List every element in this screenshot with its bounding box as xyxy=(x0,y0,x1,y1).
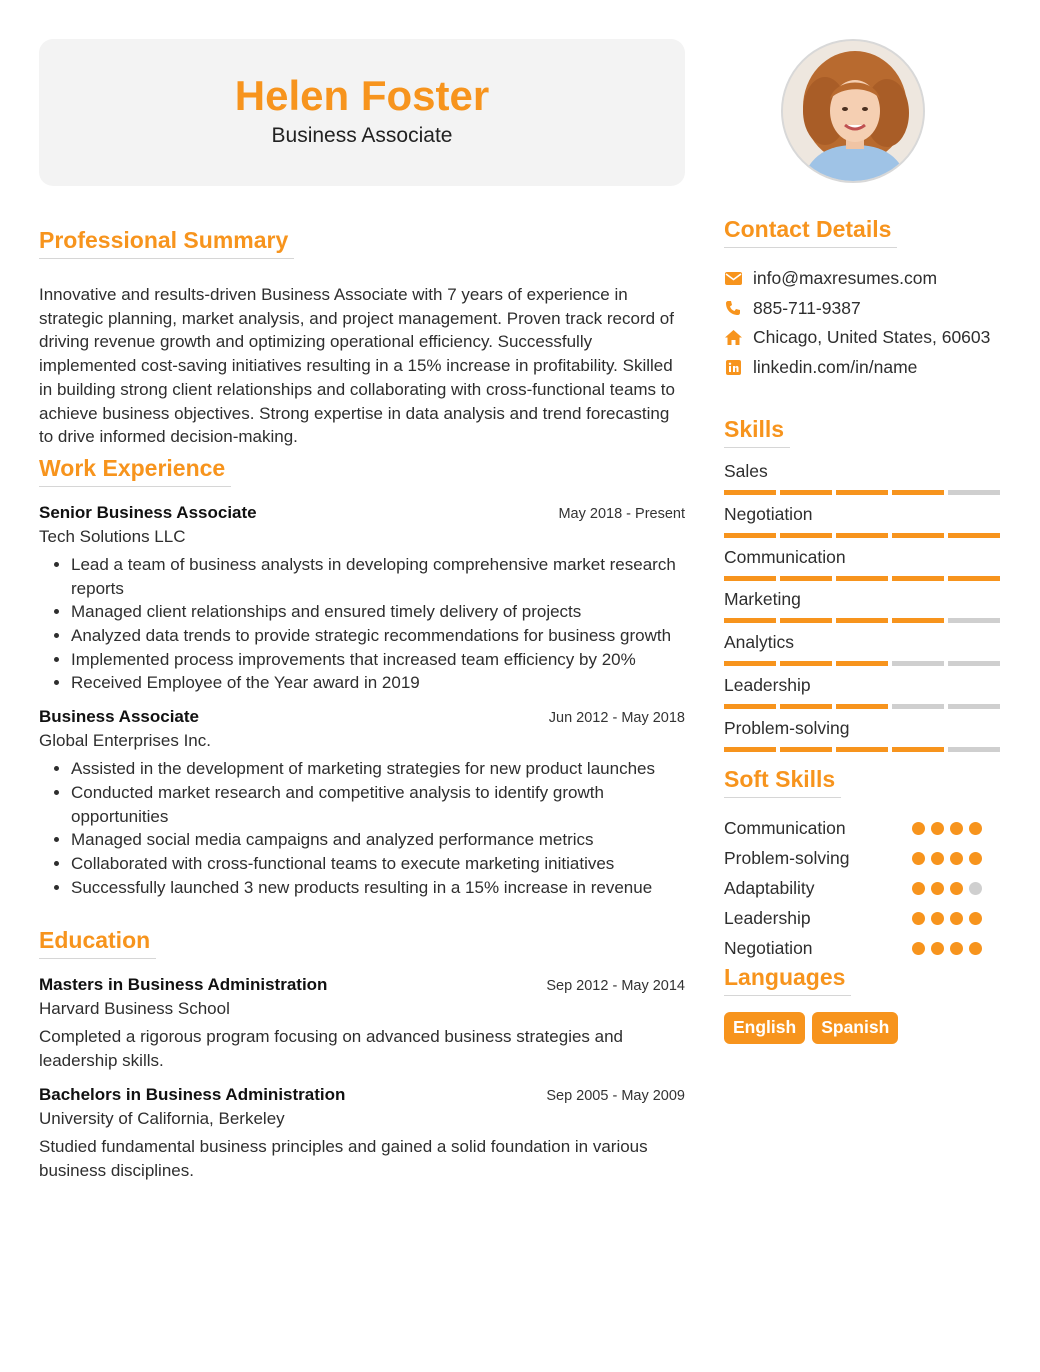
skill-level-bar xyxy=(724,618,1000,623)
skill-level-segment xyxy=(780,533,832,538)
list-item: • Assisted in the development of marketing strategies for new product launches xyxy=(71,757,685,781)
contact-location xyxy=(724,323,1004,353)
skill-level-bar xyxy=(724,704,1000,709)
skill-level-segment xyxy=(892,747,944,752)
skill-level-segment xyxy=(948,661,1000,666)
skill-label: Sales xyxy=(724,461,768,481)
job-entry xyxy=(39,503,685,695)
skill-level-segment xyxy=(892,490,944,495)
school-name: University of California, Berkeley xyxy=(39,1109,285,1129)
skill-level-segment xyxy=(836,704,888,709)
rating-dot xyxy=(912,912,925,925)
job-role: Senior Business Associate xyxy=(39,502,257,522)
job-role: Business Associate xyxy=(39,707,199,727)
soft-skills-list xyxy=(724,813,1004,963)
list-item: • Lead a team of business analysts in developing comprehensive market research reports xyxy=(71,553,685,600)
education-entry xyxy=(39,1085,685,1183)
skill-level-segment xyxy=(948,704,1000,709)
skill-level-segment xyxy=(948,618,1000,623)
contact-list xyxy=(724,264,1004,382)
list-item: • Successfully launched 3 new products resulting in a 15% increase in revenue xyxy=(71,876,685,900)
soft-skill-item xyxy=(724,873,1004,903)
envelope-icon xyxy=(724,270,742,288)
job-date: May 2018 - Present xyxy=(558,505,685,522)
rating-dot xyxy=(950,852,963,865)
skill-level-segment xyxy=(724,747,776,752)
rating-dot xyxy=(912,852,925,865)
skill-level-segment xyxy=(892,661,944,666)
skill-level-segment xyxy=(724,704,776,709)
language-chip: Spanish xyxy=(812,1012,898,1044)
rating-dot xyxy=(950,942,963,955)
job-company: Tech Solutions LLC xyxy=(39,526,186,546)
list-item: • Implemented process improvements that increased team efficiency by 20% xyxy=(71,648,685,672)
avatar xyxy=(781,39,925,183)
education-description: Studied fundamental business principles and gained a solid foundation in various business disciplines. xyxy=(39,1137,648,1181)
contact-email[interactable] xyxy=(724,264,1004,294)
skill-label: Analytics xyxy=(724,632,795,653)
skill-level-segment xyxy=(892,533,944,538)
home-icon xyxy=(724,329,742,347)
soft-skills-section xyxy=(724,766,1004,963)
education-date: Sep 2005 - May 2009 xyxy=(546,1088,685,1105)
rating-dot xyxy=(969,822,982,835)
rating-dot xyxy=(931,942,944,955)
skill-level-segment xyxy=(780,704,832,709)
skill-level-segment xyxy=(892,704,944,709)
contact-section xyxy=(724,216,1004,382)
skill-item xyxy=(724,631,1004,674)
rating-dot xyxy=(912,882,925,895)
degree-name: Masters in Business Administration xyxy=(39,975,328,995)
skills-section xyxy=(724,416,1004,760)
languages-list xyxy=(724,1012,1004,1044)
soft-skill-rating xyxy=(912,852,982,865)
rating-dot xyxy=(912,942,925,955)
summary-heading: Professional Summary xyxy=(39,227,294,259)
skill-level-segment xyxy=(836,618,888,623)
skill-level-segment xyxy=(836,533,888,538)
phone-icon xyxy=(724,299,742,317)
soft-skill-item xyxy=(724,843,1004,873)
skill-item xyxy=(724,503,1004,546)
job-bullets xyxy=(39,757,685,899)
degree-name: Bachelors in Business Administration xyxy=(39,1085,346,1105)
skill-level-bar xyxy=(724,576,1000,581)
rating-dot xyxy=(950,822,963,835)
profile-photo-icon xyxy=(783,41,925,183)
contact-linkedin[interactable] xyxy=(724,353,1004,383)
email-text: info@maxresumes.com xyxy=(753,268,938,289)
header-card xyxy=(39,39,685,186)
languages-section xyxy=(724,964,1004,1044)
skill-label: Marketing xyxy=(724,589,801,610)
soft-skills-heading: Soft Skills xyxy=(724,766,841,798)
summary-section xyxy=(39,227,685,449)
languages-heading: Languages xyxy=(724,964,851,996)
soft-skill-item xyxy=(724,933,1004,963)
education-section xyxy=(39,927,685,1183)
skill-level-bar xyxy=(724,747,1000,752)
skill-level-bar xyxy=(724,490,1000,495)
rating-dot xyxy=(950,912,963,925)
skill-level-segment xyxy=(836,576,888,581)
job-company: Global Enterprises Inc. xyxy=(39,731,211,751)
rating-dot xyxy=(912,822,925,835)
linkedin-text: linkedin.com/in/name xyxy=(753,357,918,378)
list-item: • Conducted market research and competitive analysis to identify growth opportunities xyxy=(71,781,685,828)
skill-level-segment xyxy=(724,490,776,495)
skill-level-segment xyxy=(724,618,776,623)
skill-level-segment xyxy=(780,747,832,752)
location-text: Chicago, United States, 60603 xyxy=(753,327,991,348)
skill-level-bar xyxy=(724,533,1000,538)
skill-item xyxy=(724,546,1004,589)
list-item: • Analyzed data trends to provide strategic recommendations for business growth xyxy=(71,624,685,648)
contact-phone[interactable] xyxy=(724,294,1004,324)
linkedin-icon xyxy=(724,359,742,377)
rating-dot xyxy=(931,822,944,835)
rating-dot xyxy=(950,882,963,895)
skills-heading: Skills xyxy=(724,416,790,448)
skill-level-segment xyxy=(780,618,832,623)
soft-skill-rating xyxy=(912,882,982,895)
phone-text: 885-711-9387 xyxy=(753,297,861,318)
soft-skill-item xyxy=(724,903,1004,933)
skill-label: Problem-solving xyxy=(724,717,850,738)
skill-label: Leadership xyxy=(724,674,811,695)
education-date: Sep 2012 - May 2014 xyxy=(546,978,685,995)
rating-dot xyxy=(969,942,982,955)
soft-skill-label: Problem-solving xyxy=(724,847,850,868)
candidate-title: Business Associate xyxy=(271,124,453,147)
rating-dot xyxy=(969,912,982,925)
list-item: • Managed client relationships and ensured timely delivery of projects xyxy=(71,600,685,624)
job-entry xyxy=(39,707,685,899)
rating-dot xyxy=(931,882,944,895)
soft-skill-rating xyxy=(912,822,982,835)
list-item: • Managed social media campaigns and analyzed performance metrics xyxy=(71,828,685,852)
skill-label: Negotiation xyxy=(724,503,813,524)
skill-label: Communication xyxy=(724,546,846,567)
skill-level-segment xyxy=(724,576,776,581)
rating-dot xyxy=(931,912,944,925)
skill-level-segment xyxy=(780,576,832,581)
skill-level-segment xyxy=(836,747,888,752)
soft-skill-label: Negotiation xyxy=(724,937,813,958)
skill-level-segment xyxy=(780,490,832,495)
soft-skill-item xyxy=(724,813,1004,843)
skill-item xyxy=(724,674,1004,717)
skill-level-segment xyxy=(724,661,776,666)
rating-dot xyxy=(931,852,944,865)
experience-section xyxy=(39,455,685,899)
skill-level-segment xyxy=(948,533,1000,538)
education-description: Completed a rigorous program focusing on advanced business strategies and leadership skills. xyxy=(39,1027,624,1071)
skill-item xyxy=(724,588,1004,631)
soft-skill-label: Communication xyxy=(724,817,846,838)
skill-level-segment xyxy=(836,661,888,666)
skill-item xyxy=(724,460,1004,503)
education-entry xyxy=(39,975,685,1073)
skill-level-segment xyxy=(948,747,1000,752)
list-item: • Received Employee of the Year award in 2019 xyxy=(71,671,685,695)
skill-level-segment xyxy=(892,618,944,623)
soft-skill-label: Adaptability xyxy=(724,877,815,898)
list-item: • Collaborated with cross-functional teams to execute marketing initiatives xyxy=(71,852,685,876)
job-date: Jun 2012 - May 2018 xyxy=(548,710,685,727)
soft-skill-label: Leadership xyxy=(724,907,811,928)
language-chip: English xyxy=(724,1012,805,1044)
skill-level-segment xyxy=(892,576,944,581)
school-name: Harvard Business School xyxy=(39,999,230,1019)
rating-dot xyxy=(969,852,982,865)
skill-level-segment xyxy=(836,490,888,495)
contact-heading: Contact Details xyxy=(724,216,897,248)
soft-skill-rating xyxy=(912,912,982,925)
main-column xyxy=(39,39,685,1183)
skill-level-segment xyxy=(948,576,1000,581)
skill-level-segment xyxy=(780,661,832,666)
summary-text: Innovative and results-driven Business Associate with 7 years of experience in strategic planning, market analysis, and project management. Proven track record of driving revenue growth and optimizing operational efficiency. Successfully implemented cost-saving initiatives resulting in a 15% increase in profitability. Skilled in building strong client relationships and collaborating with cross-functional teams to achieve business objectives. Strong expertise in data analysis and trend forecasting to drive informed decision-making. xyxy=(39,285,675,447)
experience-heading: Work Experience xyxy=(39,455,231,487)
skill-level-bar xyxy=(724,661,1000,666)
skill-level-segment xyxy=(948,490,1000,495)
skill-level-segment xyxy=(724,533,776,538)
candidate-name: Helen Foster xyxy=(234,72,490,119)
education-heading: Education xyxy=(39,927,156,959)
job-bullets xyxy=(39,553,685,695)
skills-list xyxy=(724,460,1004,760)
soft-skill-rating xyxy=(912,942,982,955)
rating-dot xyxy=(969,882,982,895)
skill-item xyxy=(724,717,1004,760)
